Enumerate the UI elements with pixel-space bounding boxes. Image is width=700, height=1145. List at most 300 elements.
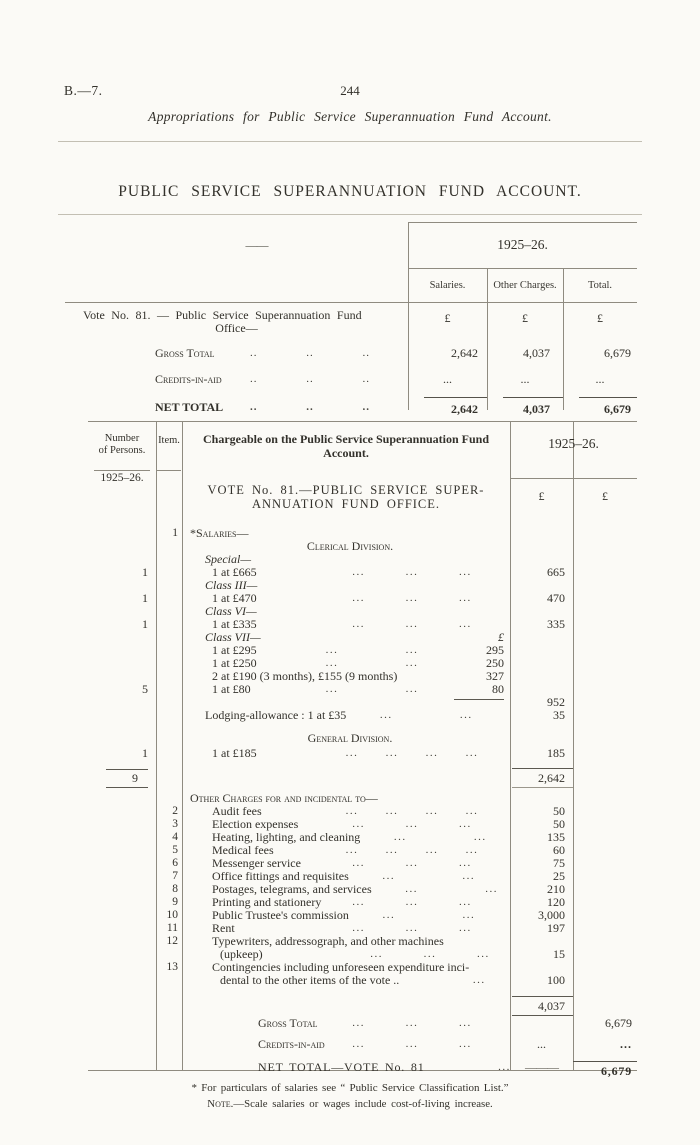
persons-cell: 9 <box>88 769 156 788</box>
sub-amount <box>509 909 527 922</box>
sub-amount <box>492 1038 510 1051</box>
dot-leaders: ... ... ... <box>352 566 472 578</box>
dot-leaders: ... ... ... <box>352 857 472 869</box>
row-label-cell <box>65 400 408 415</box>
row-text: Messenger service <box>212 856 301 870</box>
note-text: —Scale salaries or wages include cost-of-living increase. <box>233 1098 493 1110</box>
item-number-cell <box>156 553 182 566</box>
item-number-cell <box>156 592 182 605</box>
amount-column-1: 210 <box>547 882 565 896</box>
summary-year-row <box>65 222 637 268</box>
dot-leaders: ... ... <box>379 709 473 721</box>
amount-column-1: 335 <box>547 617 565 631</box>
item-number-cell <box>156 1017 182 1030</box>
amount-column-1: 60 <box>553 843 565 857</box>
row-text: Election expenses <box>212 817 299 831</box>
amount-column-2 <box>573 870 637 883</box>
horizontal-rule <box>58 141 642 142</box>
dot-leaders: ... ... ... <box>352 618 472 630</box>
chargeable-line1: Chargeable on the Public Service Superannuation Fund <box>202 432 490 446</box>
column-header-total: Total. <box>587 279 613 291</box>
item-number-cell: 2 <box>172 805 178 817</box>
amount-column-2 <box>573 631 637 644</box>
other-charges-cell: ... <box>520 371 530 386</box>
persons-cell <box>88 883 156 896</box>
row-text: 1 at £295 <box>212 643 257 657</box>
row-text-line2: (upkeep) <box>220 947 263 961</box>
row-text: 1 at £80 <box>212 682 251 696</box>
row-text: Class III— <box>205 578 258 592</box>
vote-title-line2: ANNUATION FUND OFFICE. <box>251 497 441 511</box>
amount-column-1: 185 <box>547 746 565 760</box>
persons-header-line1: Number <box>104 433 140 444</box>
table-row <box>88 1061 637 1078</box>
table-row <box>88 631 637 644</box>
persons-cell: 1 <box>142 746 148 760</box>
amount-column-2 <box>573 909 637 922</box>
footnote-salaries: * For particulars of salaries see “ Public Service Classification List.” <box>191 1082 509 1094</box>
table-row <box>88 566 637 579</box>
amount-column-1: 35 <box>553 708 565 722</box>
description-cell <box>182 961 510 987</box>
table-row <box>88 709 637 722</box>
sub-amount <box>492 857 510 870</box>
row-text: 1 at £335 <box>212 617 257 631</box>
row-text: Public Trustee's commission <box>212 908 349 922</box>
persons-cell <box>88 631 156 644</box>
year-header: 1925–26. <box>497 237 548 252</box>
persons-cell <box>88 657 156 670</box>
amount-column-2 <box>573 618 637 631</box>
table-row <box>88 618 637 631</box>
description-cell <box>182 747 510 760</box>
description-cell <box>182 683 510 696</box>
detail-table-header <box>88 421 637 527</box>
item-number-cell <box>156 747 182 760</box>
dot-leaders: .. .. .. <box>250 401 370 413</box>
persons-cell <box>88 732 156 745</box>
dot-leaders: ... ... <box>382 909 476 921</box>
row-text-line2: dental to the other items of the vote .. <box>220 973 400 987</box>
amount-column-2 <box>573 657 637 670</box>
sub-amount <box>492 896 510 909</box>
persons-header-line2: of Persons. <box>98 445 146 456</box>
persons-cell <box>88 527 156 540</box>
other-charges-cell: 4,037 <box>523 345 550 360</box>
column-header-salaries: Salaries. <box>429 279 466 291</box>
sub-amount: 80 <box>492 682 504 696</box>
sub-amount: £ <box>498 630 504 644</box>
description-cell <box>182 732 510 745</box>
amount-column-2 <box>573 540 637 553</box>
persons-cell <box>88 709 156 722</box>
table-row <box>88 1017 637 1030</box>
item-number-cell <box>156 657 182 670</box>
amount-column-2 <box>573 818 637 831</box>
amount-column-2 <box>573 709 637 722</box>
item-number-cell <box>156 1038 182 1051</box>
row-text: Other Charges for and incidental to— <box>190 791 378 805</box>
dot-leaders: ... ... ... <box>370 948 490 960</box>
persons-cell <box>88 844 156 857</box>
amount-column-2 <box>573 579 637 592</box>
summary-column-headers <box>65 268 637 302</box>
item-number-cell <box>156 1061 182 1078</box>
description-cell <box>182 1017 510 1030</box>
currency-symbol: £ <box>522 311 528 325</box>
sub-amount <box>492 1017 510 1030</box>
table-row <box>88 732 637 745</box>
total-cell: 6,679 <box>563 397 637 417</box>
amount-column-1 <box>510 540 573 553</box>
amount-column-1 <box>510 657 573 670</box>
dot-leaders: ... ... ... <box>352 1038 472 1050</box>
dot-leaders: .. .. .. <box>250 373 370 385</box>
amount-column-2 <box>573 732 637 745</box>
amount-column-1: 135 <box>547 830 565 844</box>
dot-leaders: ... ... ... ... <box>345 844 479 856</box>
sub-amount <box>492 818 510 831</box>
table-row <box>88 995 637 1017</box>
column-header-other-charges: Other Charges. <box>493 279 557 291</box>
row-text: Office fittings and requisites <box>212 869 349 883</box>
sub-amount <box>520 831 538 844</box>
row-label: NET TOTAL <box>155 399 224 414</box>
detail-table <box>88 421 637 1078</box>
dot-leaders: ... ... <box>393 831 487 843</box>
dot-leaders: .. .. .. <box>250 347 370 359</box>
table-row <box>88 670 637 683</box>
table-row <box>88 935 637 961</box>
sub-amount <box>492 605 510 618</box>
year-header: 1925–26. <box>548 436 599 451</box>
item-number-cell <box>156 696 182 709</box>
dot-leaders: ... ... ... <box>352 896 472 908</box>
row-text: Heating, lighting, and cleaning <box>212 830 361 844</box>
summary-table <box>65 222 637 416</box>
item-number-cell <box>156 605 182 618</box>
persons-year: 1925–26. <box>100 472 144 484</box>
table-row <box>65 392 637 422</box>
amount-column-1: 75 <box>553 856 565 870</box>
amount-column-2 <box>573 747 637 760</box>
amount-column-1: 952 <box>547 695 565 709</box>
amount-column-1: 15 <box>553 947 565 961</box>
amount-column-1 <box>510 1017 573 1030</box>
item-number-cell: 8 <box>172 883 178 895</box>
sub-amount <box>509 870 527 883</box>
table-row <box>88 1038 637 1051</box>
item-number-cell <box>156 644 182 657</box>
dot-leaders: ... ... <box>325 683 419 695</box>
item-number-cell: 7 <box>172 870 178 882</box>
item-number-cell: 12 <box>166 935 178 947</box>
dot-leaders: ... <box>472 974 486 986</box>
row-text: Lodging-allowance : 1 at £35 <box>205 708 347 722</box>
item-number-cell: 1 <box>172 527 178 539</box>
table-row <box>65 366 637 392</box>
persons-cell <box>88 909 156 922</box>
amount-column-1: 100 <box>547 973 565 987</box>
table-row <box>88 644 637 657</box>
chargeable-header <box>182 432 510 460</box>
vote-line-2: Office— <box>215 321 258 335</box>
item-number-cell <box>156 566 182 579</box>
amount-column-1 <box>510 732 573 745</box>
table-row <box>88 592 637 605</box>
item-number-cell <box>156 792 182 805</box>
item-number-cell <box>156 732 182 745</box>
vote-heading <box>65 302 408 340</box>
amount-column-1: 50 <box>553 804 565 818</box>
amount-column-1: 470 <box>547 591 565 605</box>
amount-column-2 <box>573 844 637 857</box>
salaries-cell: 2,642 <box>408 397 487 417</box>
horizontal-rule <box>58 214 642 215</box>
amount-column-1: 4,037 <box>512 996 573 1016</box>
item-number-cell: 13 <box>166 961 178 973</box>
table-row <box>88 961 637 987</box>
row-text: Rent <box>212 921 235 935</box>
sub-amount <box>585 1061 603 1074</box>
currency-symbol: £ <box>597 311 603 325</box>
amount-column-2 <box>573 566 637 579</box>
amount-column-1 <box>510 670 573 683</box>
persons-cell <box>88 805 156 818</box>
row-label-cell <box>65 372 408 387</box>
total-cell: 6,679 <box>604 345 631 360</box>
sub-amount <box>492 805 510 818</box>
row-text: Audit fees <box>212 804 262 818</box>
amount-column-2 <box>573 527 637 540</box>
amount-column-2 <box>573 670 637 683</box>
item-number-cell <box>156 631 182 644</box>
table-row <box>88 764 637 792</box>
currency-symbol: £ <box>444 311 451 325</box>
row-text: Typewriters, addressograph, and other machines <box>212 934 444 948</box>
amount-column-2 <box>573 831 637 844</box>
amount-column-2 <box>573 605 637 618</box>
stub-dash: —— <box>245 237 268 252</box>
persons-cell <box>88 857 156 870</box>
persons-cell: 1 <box>142 617 148 631</box>
dot-leaders: ... ... ... <box>352 922 472 934</box>
persons-cell <box>88 961 156 987</box>
page-number: 244 <box>340 83 360 98</box>
description-cell <box>182 935 510 961</box>
sub-amount <box>532 883 550 896</box>
persons-cell: 5 <box>142 682 148 696</box>
row-label: Gross Total <box>155 345 215 360</box>
persons-cell <box>88 1061 156 1078</box>
sub-amount: 327 <box>486 669 504 683</box>
description-cell <box>182 709 510 722</box>
doc-reference: B.—7. <box>64 83 103 98</box>
chargeable-line2: Account. <box>323 446 369 460</box>
amount-column-1: 25 <box>553 869 565 883</box>
persons-column-header <box>88 433 156 484</box>
item-column-header: Item. <box>158 435 180 446</box>
summary-rows <box>65 340 637 422</box>
detail-rows <box>88 527 637 1078</box>
item-number-cell <box>156 618 182 631</box>
summary-table-body <box>65 302 637 422</box>
row-text: Credits-in-aid <box>258 1037 325 1051</box>
amount-column-1: ... <box>537 1037 546 1051</box>
persons-cell <box>88 896 156 909</box>
sub-amount <box>492 935 510 948</box>
persons-cell <box>88 696 156 709</box>
footnote-note <box>0 1096 700 1112</box>
footnotes <box>0 1080 700 1112</box>
persons-cell <box>88 644 156 657</box>
amount-column-2 <box>573 553 637 566</box>
amount-column-2 <box>573 792 637 805</box>
other-charges-cell: 4,037 <box>487 397 563 417</box>
note-label: Note. <box>207 1098 234 1110</box>
vote-title-line1: VOTE No. 81.—PUBLIC SERVICE SUPER- <box>207 483 485 497</box>
sub-amount: 295 <box>486 643 504 657</box>
row-text: Gross Total <box>258 1016 318 1030</box>
amount-column-2 <box>573 922 637 935</box>
running-title: Appropriations for Public Service Superannuation Fund Account. <box>148 109 552 124</box>
table-row <box>88 540 637 553</box>
description-cell <box>182 1038 510 1051</box>
total-cell: ... <box>595 371 605 386</box>
row-text: Special— <box>205 552 251 566</box>
row-text: Class VII— <box>205 630 261 644</box>
amount-column-2 <box>573 644 637 657</box>
row-text: *Salaries— <box>190 526 249 540</box>
amount-column-1: 2,642 <box>512 768 573 788</box>
row-text: 1 at £250 <box>212 656 257 670</box>
vote-title <box>182 483 510 511</box>
vote-heading-row <box>65 302 637 340</box>
amount-column-1: 50 <box>553 817 565 831</box>
row-text: Class VI— <box>205 604 257 618</box>
persons-cell <box>88 922 156 935</box>
amount-column-2 <box>573 683 637 696</box>
table-row <box>65 340 637 366</box>
sub-amount <box>506 709 524 722</box>
sub-amount <box>492 961 510 974</box>
dot-leaders: ... ... ... ... <box>345 747 479 759</box>
item-number-cell: 3 <box>172 818 178 830</box>
item-number-cell <box>156 709 182 722</box>
row-label: Credits-in-aid <box>155 371 222 386</box>
amount-column-1: 120 <box>547 895 565 909</box>
row-label-cell <box>65 346 408 361</box>
item-number-cell <box>156 579 182 592</box>
persons-cell <box>88 1038 156 1051</box>
row-text: Contingencies including unforeseen expenditure inci- <box>212 960 470 974</box>
dot-leaders: ... ... <box>325 644 419 656</box>
persons-cell <box>88 818 156 831</box>
amount-column-1 <box>510 527 573 540</box>
amount-column-1 <box>510 631 573 644</box>
amount-column-2: ... <box>620 1037 632 1051</box>
row-text: General Division. <box>307 731 393 745</box>
sub-amount <box>492 592 510 605</box>
currency-symbol: £ <box>538 489 545 503</box>
sub-amount <box>492 527 510 540</box>
item-number-cell: 6 <box>172 857 178 869</box>
dot-leaders: ... <box>498 1061 511 1073</box>
item-number-cell: 4 <box>172 831 178 843</box>
item-number-cell <box>156 683 182 696</box>
row-text: 2 at £190 (3 months), £155 (9 months) <box>212 669 398 683</box>
amount-column-1: ——— <box>525 1060 558 1074</box>
sub-amount <box>492 922 510 935</box>
amount-column-1: 197 <box>547 921 565 935</box>
row-text: 1 at £665 <box>212 565 257 579</box>
amount-column-2: 6,679 <box>605 1016 632 1030</box>
item-number-cell <box>156 540 182 553</box>
row-text: 1 at £185 <box>212 746 257 760</box>
amount-column-2 <box>573 896 637 909</box>
salaries-cell: ... <box>443 371 452 386</box>
dot-leaders: ... ... ... <box>352 818 472 830</box>
persons-cell <box>88 831 156 844</box>
currency-symbol: £ <box>602 489 608 503</box>
amount-column-2 <box>573 883 637 896</box>
description-cell <box>182 1061 510 1078</box>
dot-leaders: ... ... <box>325 657 419 669</box>
item-number-cell: 9 <box>172 896 178 908</box>
page-title: PUBLIC SERVICE SUPERANNUATION FUND ACCOUNT. <box>118 183 582 200</box>
persons-cell <box>88 792 156 805</box>
amount-column-2: 6,679 <box>573 1061 637 1078</box>
persons-cell: 1 <box>142 591 148 605</box>
row-text: Printing and stationery <box>212 895 322 909</box>
row-text: NET TOTAL—VOTE No. 81 <box>258 1060 425 1074</box>
sub-amount <box>492 844 510 857</box>
persons-cell <box>88 935 156 961</box>
dot-leaders: ... ... ... <box>352 592 472 604</box>
persons-cell <box>88 870 156 883</box>
vote-line-1: Vote No. 81. — Public Service Superannuation Fund <box>83 308 362 322</box>
item-number-cell <box>156 670 182 683</box>
sub-amount <box>492 566 510 579</box>
item-number-cell: 11 <box>166 922 178 934</box>
dot-leaders: ... ... <box>382 870 476 882</box>
amount-column-2 <box>573 696 637 709</box>
dot-leaders: ... ... ... <box>352 1017 472 1029</box>
row-text: 1 at £470 <box>212 591 257 605</box>
row-text: Medical fees <box>212 843 274 857</box>
row-text: Clerical Division. <box>306 539 394 553</box>
persons-cell: 1 <box>142 565 148 579</box>
amount-column-2 <box>573 805 637 818</box>
item-number-cell: 5 <box>172 844 178 856</box>
persons-cell <box>88 1017 156 1030</box>
amount-column-1: 3,000 <box>538 908 565 922</box>
sub-amount <box>492 747 510 760</box>
persons-cell <box>88 540 156 553</box>
dot-leaders: ... ... ... ... <box>345 805 479 817</box>
salaries-cell: 2,642 <box>451 345 478 360</box>
dot-leaders: ... ... <box>405 883 498 895</box>
amount-column-2 <box>573 592 637 605</box>
row-text: Postages, telegrams, and services <box>212 882 372 896</box>
sub-amount <box>492 579 510 592</box>
item-number-cell: 10 <box>166 909 178 921</box>
table-row <box>88 747 637 760</box>
sub-amount <box>492 792 510 805</box>
sub-amount: 250 <box>486 656 504 670</box>
amount-column-1 <box>510 644 573 657</box>
amount-column-2 <box>573 857 637 870</box>
